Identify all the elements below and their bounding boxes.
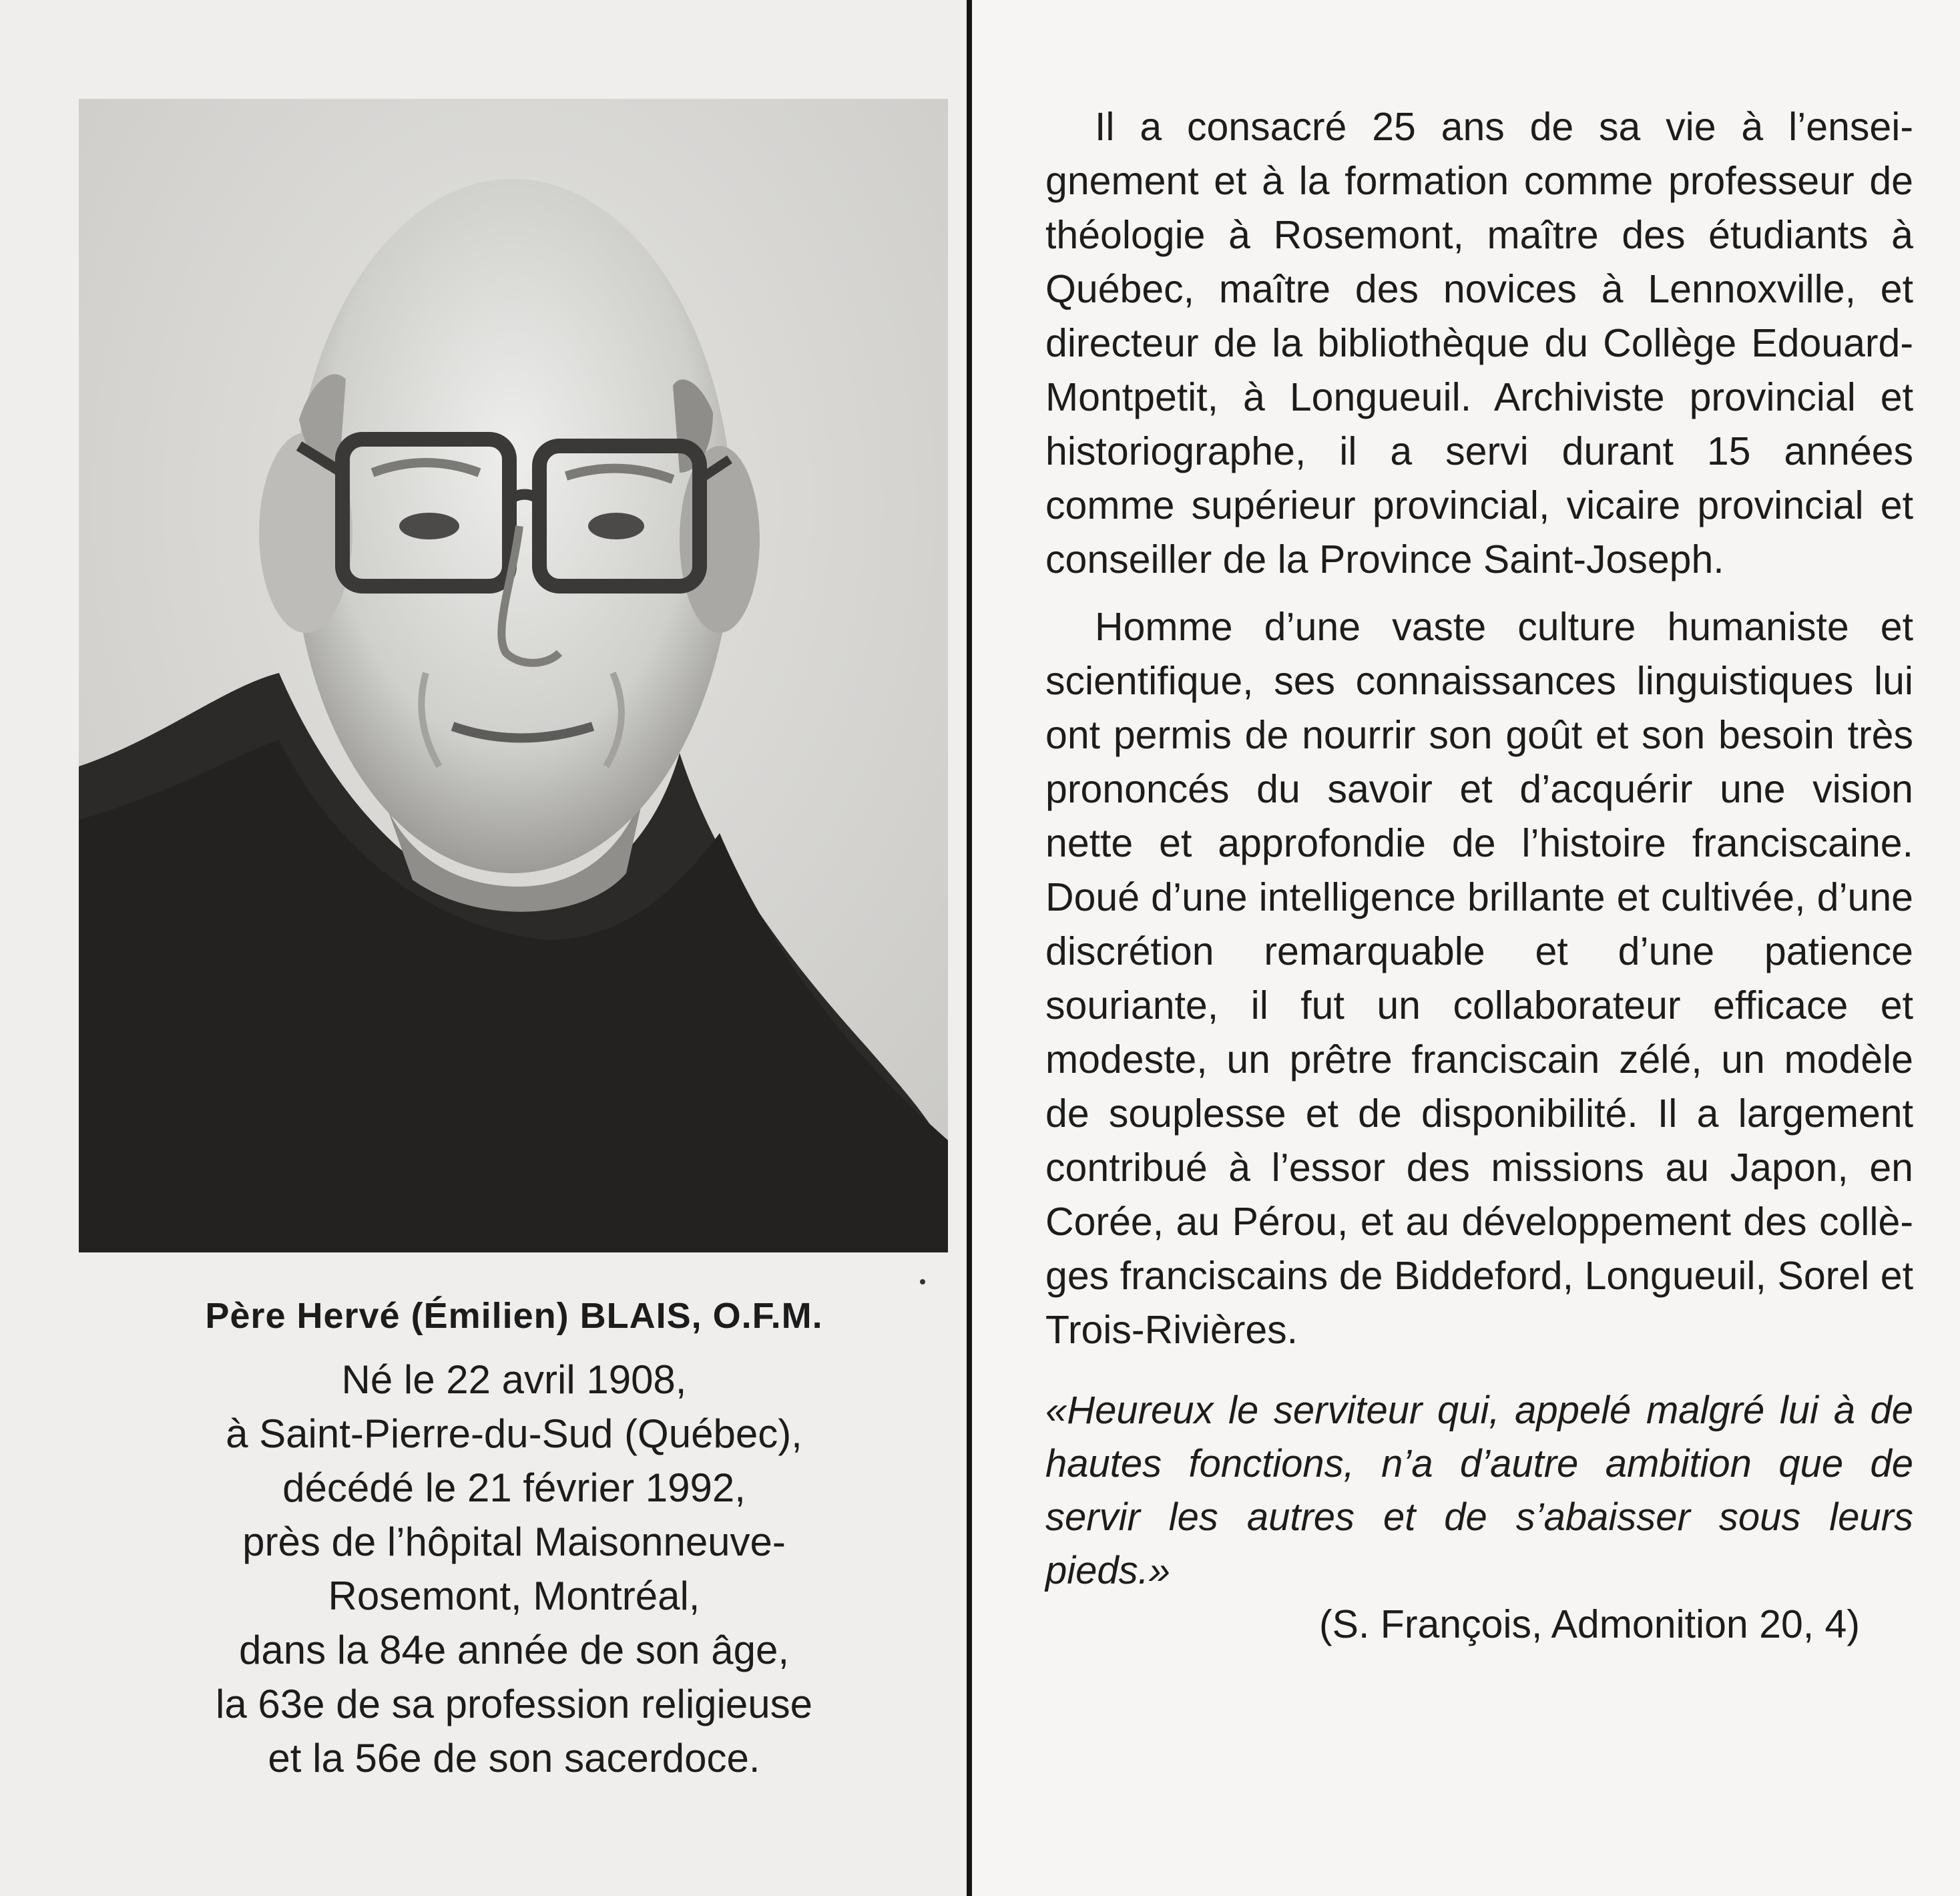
character-paragraph: Homme d’une vaste culture humaniste et scientifique, ses connaissances linguistiques lui ont permis de nourrir son goût et son besoin très prononcés du savoir et d’acquérir une vision nette et approfondie de l’histoire franciscaine. Doué d’une intelligence brillante et cultivée, d’une discrétion remarquable et d’une patience souriante, il fut un collaborateur efficace et modeste, un prêtre franciscain zélé, un modèle de souplesse et de disponibilité. Il a largement contribué à l’essor des missions au Japon, en Corée, au Pérou, et au développement des collèges franciscains de Biddeford, Longueuil, Sorel et Trois-Rivières. bbox=[1045, 605, 1913, 1352]
ink-speck bbox=[920, 1279, 925, 1284]
bio-line: à Saint-Pierre-du-Sud (Québec), bbox=[226, 1411, 802, 1456]
biography-lines bbox=[67, 1353, 961, 1785]
bio-line: la 63e de sa profession religieuse bbox=[216, 1682, 812, 1726]
tribute-text-column bbox=[1045, 100, 1913, 1651]
bio-line: près de l’hôpital Maisonneuve- bbox=[242, 1519, 786, 1564]
scripture-quote: «Heureux le serviteur qui, appelé malgré lui à de hautes fonctions, n’a d’autre ambition que de servir les autres et de s’abaisser sous leurs pieds.» bbox=[1045, 1389, 1913, 1592]
career-paragraph: Il a consacré 25 ans de sa vie à l’enseignement et à la formation comme professeur de théologie à Rosemont, maître des étudiants à Québec, maître des novices à Lennoxville, et directeur de la bibliothèque du Collège Edouard-Montpetit, à Longueuil. Archiviste provincial et historiographe, il a servi durant 15 années comme supérieur provincial, vicaire provincial et conseiller de la Province Saint-Joseph. bbox=[1045, 105, 1913, 581]
deceased-name: Père Hervé (Émilien) BLAIS, O.F.M. bbox=[205, 1296, 823, 1336]
bio-line: Né le 22 avril 1908, bbox=[341, 1357, 687, 1402]
card-left-panel bbox=[0, 0, 969, 1896]
card-fold-line bbox=[967, 0, 972, 1896]
quote-source: (S. François, Admonition 20, 4) bbox=[1319, 1602, 1860, 1646]
bio-line: dans la 84e année de son âge, bbox=[238, 1628, 790, 1672]
bio-line: Rosemont, Montréal, bbox=[328, 1574, 700, 1618]
obituary-caption bbox=[67, 1295, 961, 1785]
bio-line: décédé le 21 février 1992, bbox=[282, 1465, 746, 1510]
bio-line: et la 56e de son sacerdoce. bbox=[268, 1736, 760, 1781]
portrait-illustration bbox=[79, 99, 948, 1252]
portrait-photo bbox=[79, 99, 948, 1252]
